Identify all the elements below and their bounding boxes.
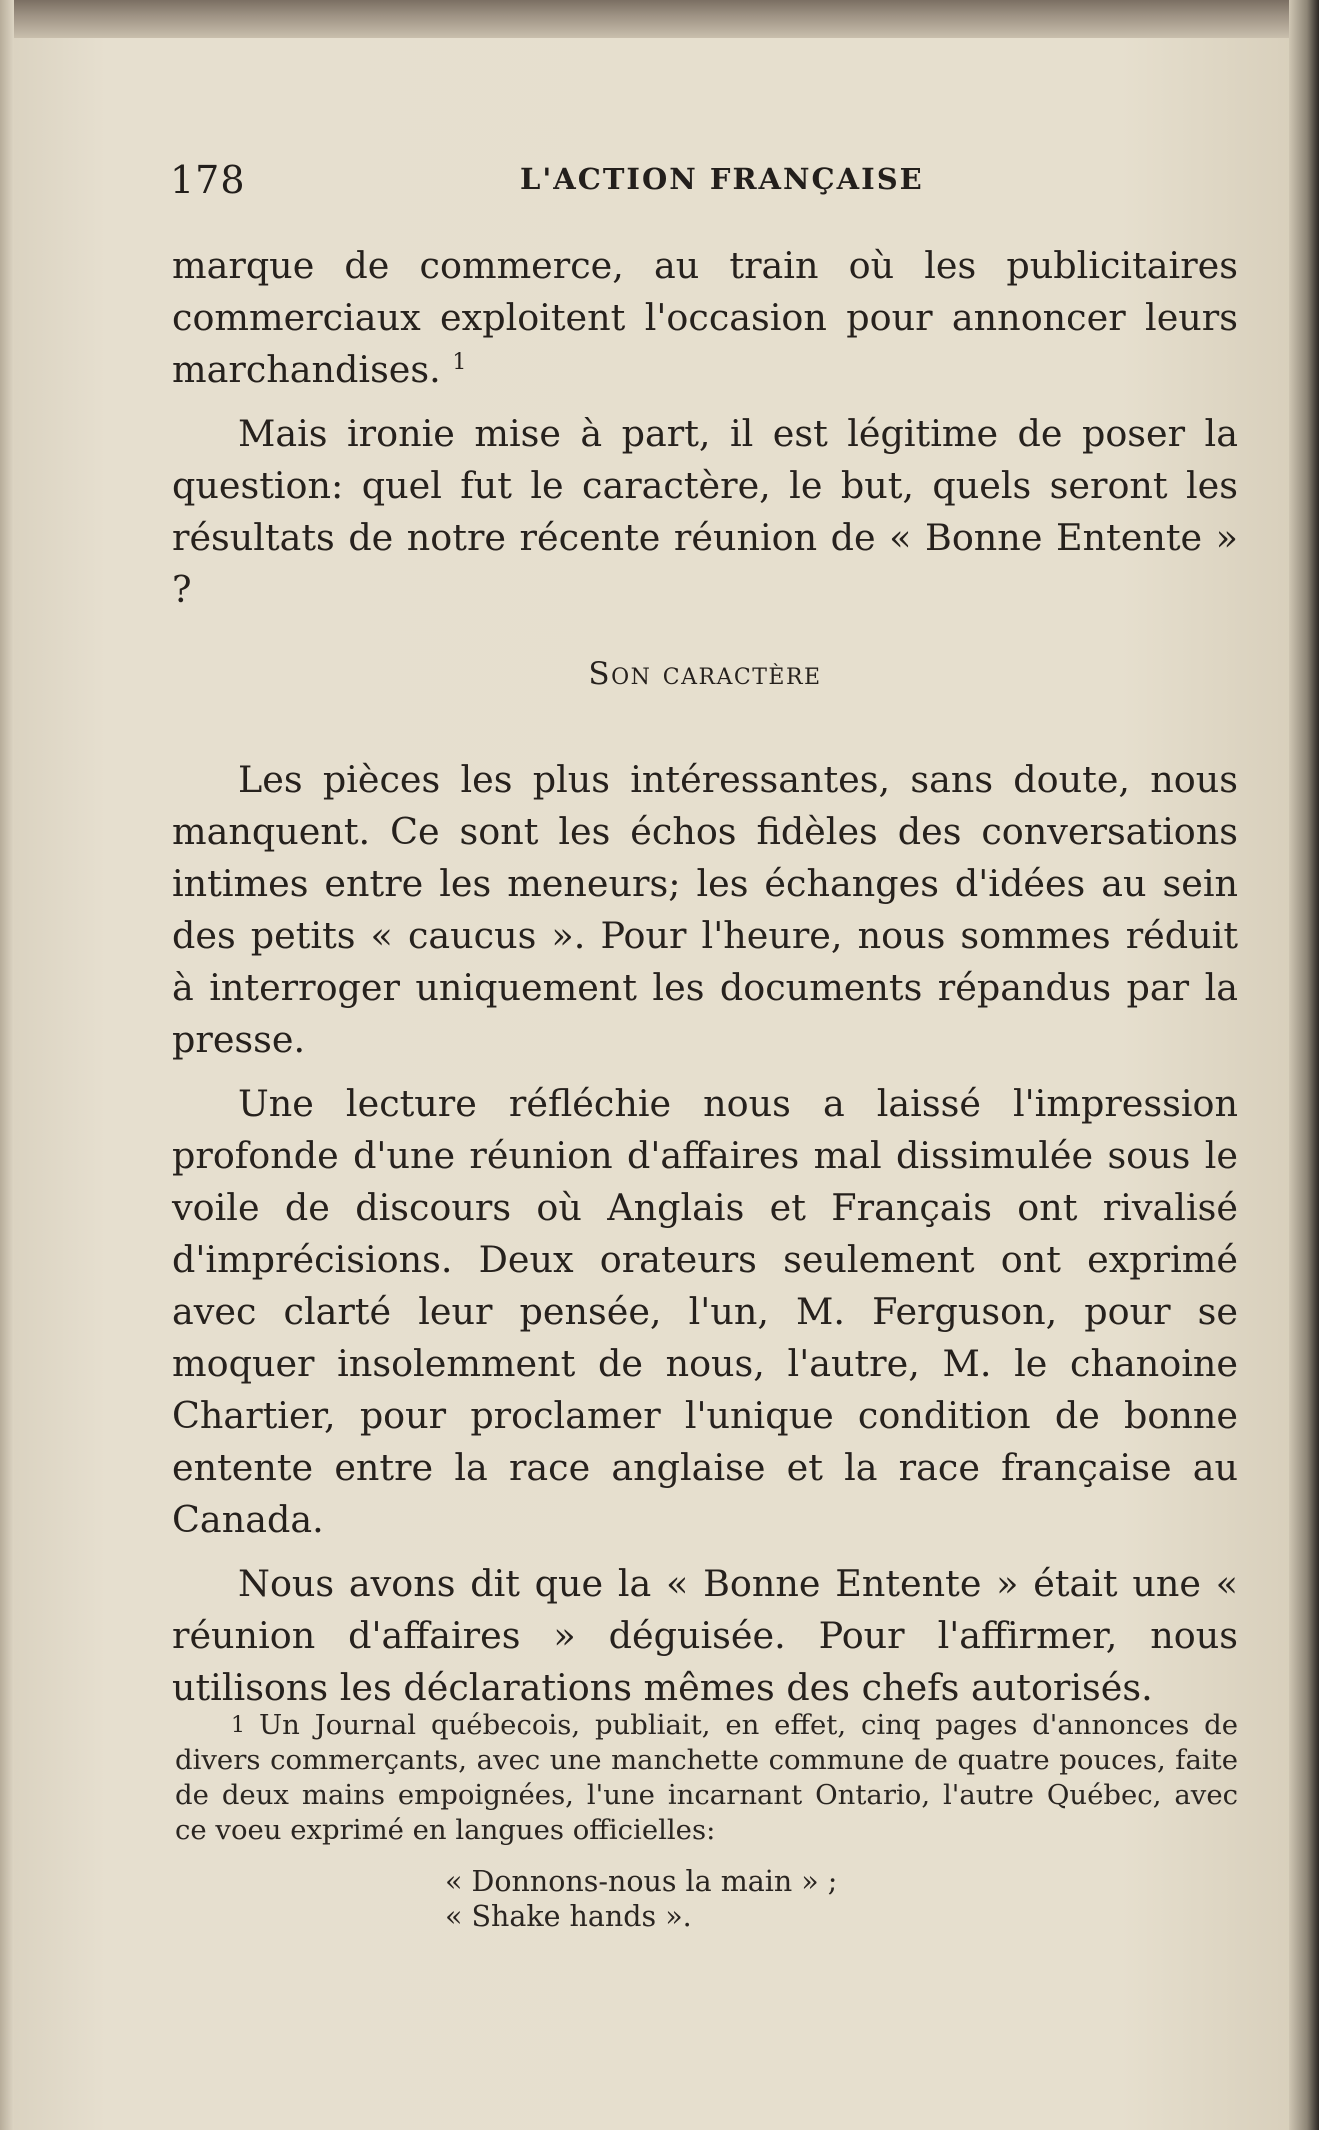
footnote-quote-line-2: « Shake hands ». xyxy=(445,1900,692,1933)
footnote-text: Un Journal québecois, publiait, en effet, cinq pages d'annonces de divers commerçants, avec une manchette commune de quatre pouces, faite de deux mains empoignées, l'une incarnant Ontario, l'autre Québec, avec ce voeu exprimé en langues officielles: xyxy=(175,1709,1238,1846)
page-left-edge xyxy=(0,0,14,2130)
footnote-reference: 1 xyxy=(452,349,467,375)
paragraph-2: Mais ironie mise à part, il est légitime de poser la question: quel fut le caractère, le but, quels seront les résultats de notre récente réunion de « Bonne Entente » ? xyxy=(172,412,1238,611)
page-number: 178 xyxy=(170,158,246,202)
footnote-number: 1 xyxy=(231,1713,245,1738)
page-top-edge xyxy=(0,0,1319,38)
running-title: L'ACTION FRANÇAISE xyxy=(520,162,924,196)
paragraph-4: Une lecture réfléchie nous a laissé l'impression profonde d'une réunion d'affaires mal dissimulée sous le voile de discours où Anglais et Français ont rivalisé d'imprécisions. Deux orateurs seulement ont exprimé avec clarté leur pensée, l'un, M. Ferguson, pour se moquer insolemment de nous, l'autre, M. le chanoine Chartier, pour proclamer l'unique condition de bonne entente entre la race anglaise et la race française au Canada. xyxy=(172,1082,1238,1541)
paragraph-1-text: marque de commerce, au train où les publicitaires commerciaux exploitent l'occasion pour annoncer leurs marchandises. xyxy=(172,244,1238,391)
body-text xyxy=(172,240,1238,1714)
paragraph-3: Les pièces les plus intéressantes, sans doute, nous manquent. Ce sont les échos fidèles des conversations intimes entre les meneurs; les échanges d'idées au sein des petits « caucus ». Pour l'heure, nous sommes réduit à interroger uniquement les documents répandus par la presse. xyxy=(172,758,1238,1061)
paragraph-1 xyxy=(172,240,1238,396)
section-heading: Son caractère xyxy=(588,656,822,692)
paragraph-5: Nous avons dit que la « Bonne Entente » était une « réunion d'affaires » déguisée. Pour l'affirmer, nous utilisons les déclarations mêmes des chefs autorisés. xyxy=(172,1562,1238,1709)
running-head xyxy=(170,158,1245,202)
page-right-edge xyxy=(1289,0,1319,2130)
footnote-block xyxy=(175,1708,1238,1934)
footnote xyxy=(175,1708,1238,1848)
footnote-quote-line-1: « Donnons-nous la main » ; xyxy=(445,1865,838,1898)
